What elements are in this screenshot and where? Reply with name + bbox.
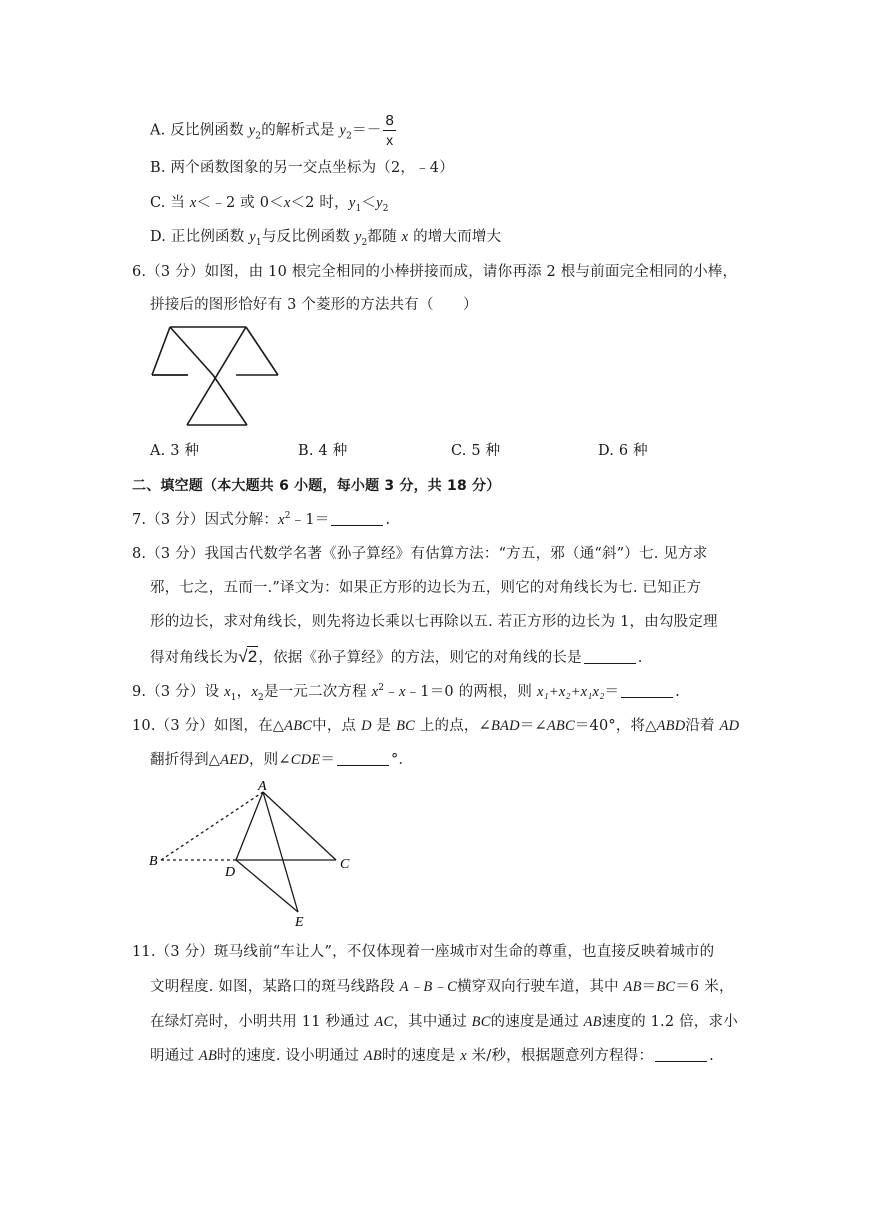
text: 时的速度是 (381, 1048, 461, 1064)
q11-line1: 11.（3 分）斑马线前“车让人”，不仅体现着一座城市对生命的尊重，也直接反映着城市的 (132, 944, 715, 960)
q6-line1: 6.（3 分）如图，由 10 根完全相同的小棒拼接而成，请你再添 2 根与前面完全相同的小棒， (132, 264, 738, 280)
label-c: C (340, 857, 350, 872)
q8-line4 (150, 646, 643, 668)
var: ABC (284, 718, 313, 734)
text: ﹣ (384, 684, 399, 700)
var-y: y (376, 195, 383, 211)
segment-ad (236, 792, 263, 860)
answer-blank (621, 683, 673, 698)
q6-option-b: B. 4 种 (298, 443, 348, 459)
stick (170, 327, 213, 375)
text: 是一元二次方程 (263, 684, 372, 700)
text: °． (391, 752, 414, 768)
text: 的增大而增大 (408, 229, 502, 245)
text: D. 正比例函数 (150, 229, 250, 245)
subscript: 2 (382, 203, 389, 214)
text: ，其中通过 (393, 1014, 472, 1030)
radicand: 2 (247, 647, 258, 666)
answer-blank (655, 1047, 707, 1062)
superscript: 2 (378, 683, 385, 694)
var-x: x (371, 684, 379, 700)
label-e: E (295, 915, 304, 930)
var-x: x (460, 1048, 467, 1064)
label-b: B (149, 854, 158, 869)
text: . (709, 1048, 714, 1064)
var-y: y (354, 229, 362, 245)
q7 (132, 510, 390, 530)
q8-line3: 形的边长，求对角线长，则先将边长乘以七再除以五. 若正方形的边长为 1，由勾股定理 (150, 614, 718, 630)
text: 速度的 1.2 倍，求小 (601, 1014, 738, 1030)
q5-option-d (150, 227, 501, 247)
text: C. 当 (150, 195, 190, 211)
var: AC (374, 1014, 394, 1030)
text: 是 (371, 718, 397, 734)
segment-de (236, 860, 298, 912)
text: 的速度是通过 (490, 1014, 584, 1030)
text: 在绿灯亮时，小明共用 11 秒通过 (150, 1014, 375, 1030)
var: ABD (656, 718, 686, 734)
fraction (383, 112, 396, 149)
q11-line3 (150, 1012, 738, 1032)
q10-line2 (150, 750, 413, 770)
var: D (361, 718, 372, 734)
text: ＜﹣2 或 0＜ (196, 195, 284, 211)
text: 时的速度. 设小明通过 (217, 1048, 364, 1064)
denominator: x (386, 132, 394, 148)
var: AB (363, 1048, 382, 1064)
text: ＜ (361, 195, 377, 211)
section-title: 二、填空题（本大题共 6 小题，每小题 3 分，共 18 分） (132, 478, 501, 494)
numerator: 8 (385, 112, 395, 129)
label-d: D (225, 865, 236, 880)
text: . (675, 684, 680, 700)
subscript: 1 (255, 237, 262, 248)
text: 横穿双向行驶车道，其中 (457, 979, 624, 995)
subscript: 2 (258, 692, 264, 703)
stick (213, 375, 247, 425)
q11-line2 (150, 977, 734, 997)
text: ， (236, 684, 252, 700)
var: BC (471, 1014, 491, 1030)
var: AB (198, 1048, 218, 1064)
var: AD (719, 718, 740, 734)
var: ABC (546, 718, 575, 734)
subscript: 2 (255, 131, 262, 142)
var-y: y (248, 122, 256, 139)
text: ＝ (641, 979, 657, 995)
q8-line2: 邪，七之，五而一.”译文为：如果正方形的边长为五，则它的对角线长为七. 已知正方 (150, 580, 702, 596)
text: ＝ (320, 752, 336, 768)
var-x: x (224, 684, 231, 700)
text: . (385, 512, 391, 528)
text: 与反比例函数 (261, 229, 355, 245)
option-a-mid: 的解析式是 (261, 122, 340, 139)
answer-blank (331, 511, 383, 526)
q9 (132, 682, 680, 702)
label-a: A (258, 779, 267, 794)
var-x: x (401, 229, 409, 245)
equals-minus: ＝－ (352, 122, 382, 139)
text: 上的点，∠ (415, 718, 491, 734)
var-y: y (348, 195, 356, 211)
answer-blank (584, 649, 636, 664)
text: 沿着 (685, 718, 720, 734)
var: AED (220, 752, 249, 768)
var-x: x (251, 684, 258, 700)
text: 文明程度. 如图，某路口的斑马线路段 (150, 979, 400, 995)
sqrt-2 (238, 646, 258, 667)
text: ＜2 时， (290, 195, 349, 211)
q11-line4 (150, 1046, 714, 1066)
subscript: 1 (355, 203, 362, 214)
text: ﹣1＝0 的两根，则 (405, 684, 537, 700)
radical-sign: √ (238, 647, 248, 666)
text: 翻折得到△ (150, 752, 221, 768)
q6-line2: 拼接后的图形恰好有 3 个菱形的方法共有（ ） (150, 297, 478, 313)
text: ＝∠ (519, 718, 547, 734)
subscript: 2 (361, 237, 368, 248)
subscript: 1 (230, 692, 237, 703)
var-y: y (339, 122, 347, 139)
var-y: y (249, 229, 256, 245)
var: AB (583, 1014, 602, 1030)
var-x: x (398, 684, 406, 700)
text: ，则∠ (248, 752, 291, 768)
var-x: x (278, 512, 285, 528)
q5-option-c (150, 193, 389, 213)
q8-line1: 8.（3 分）我国古代数学名著《孙子算经》有估算方法：“方五，邪（通“斜”）七. 见方求 (132, 546, 708, 562)
text: 9.（3 分）设 (132, 684, 225, 700)
var: CDE (290, 752, 321, 768)
option-a-text: A. 反比例函数 (150, 122, 249, 139)
var: AB (623, 979, 642, 995)
var-x: x (283, 195, 291, 211)
q6-option-a: A. 3 种 (150, 443, 200, 459)
text: . (637, 650, 643, 666)
subscript: 2 (346, 131, 353, 142)
text: 7.（3 分）因式分解： (132, 512, 279, 528)
var: A﹣B﹣C (399, 979, 458, 995)
text: 明通过 (150, 1048, 199, 1064)
q5-option-b: B. 两个函数图象的另一交点坐标为（2，﹣4） (150, 160, 454, 176)
q5-option-a (150, 112, 396, 149)
q10-geometry-figure (148, 780, 363, 930)
segment-ac (263, 792, 336, 860)
segment-ae (263, 792, 298, 912)
stick (246, 327, 278, 375)
text: 得对角线长为 (150, 650, 239, 666)
text: ＝40°，将△ (574, 718, 657, 734)
stick (152, 327, 170, 375)
answer-blank (337, 751, 389, 766)
var: BC (396, 718, 416, 734)
q6-triangle-figure (150, 325, 285, 428)
text: ＝ (604, 684, 620, 700)
superscript: 2 (284, 511, 291, 522)
text: ＝6 米， (675, 979, 734, 995)
text: ﹣1＝ (290, 512, 330, 528)
var: BAD (490, 718, 520, 734)
q6-option-d: D. 6 种 (598, 443, 648, 459)
segment-ab (161, 792, 263, 860)
text: ，依据《孙子算经》的方法，则它的对角线的长是 (258, 650, 582, 666)
var-x: x (189, 195, 197, 211)
text: 中，点 (312, 718, 362, 734)
var: BC (656, 979, 676, 995)
expression: x₁+x₂+x₁x₂ (536, 684, 605, 700)
text: 都随 (367, 229, 402, 245)
text: 米/秒，根据题意列方程得： (466, 1048, 654, 1064)
q10-line1 (132, 716, 739, 736)
q6-option-c: C. 5 种 (451, 443, 501, 459)
text: 10.（3 分）如图，在△ (132, 718, 285, 734)
